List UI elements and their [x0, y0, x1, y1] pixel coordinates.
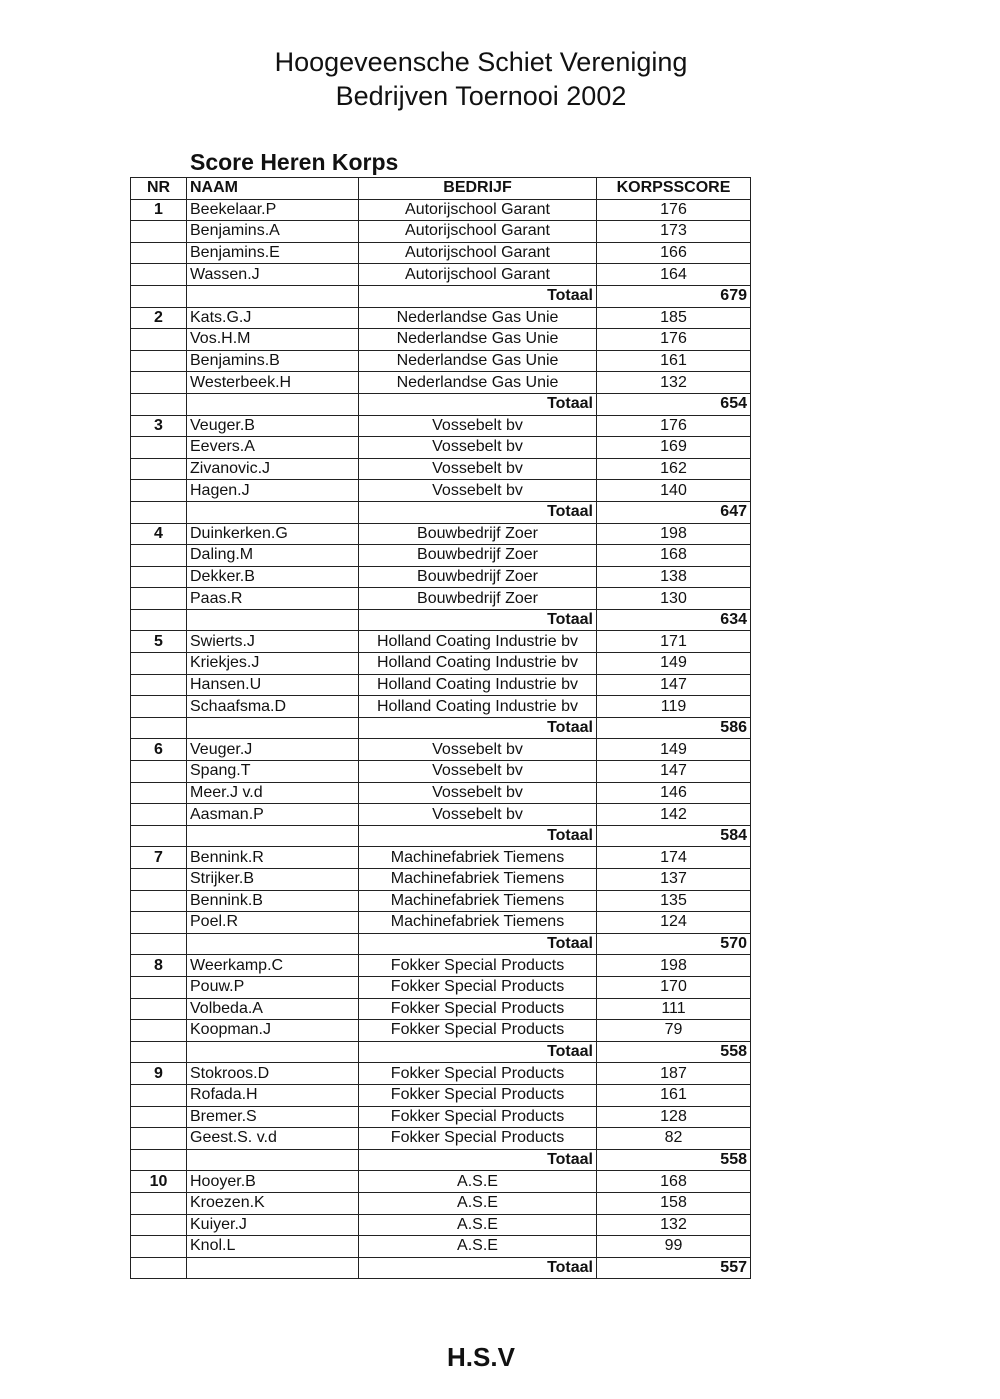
company-name: Autorijschool Garant: [359, 264, 597, 286]
member-score: 130: [597, 588, 751, 610]
company-name: Holland Coating Industrie bv: [359, 653, 597, 675]
company-name: Fokker Special Products: [359, 1063, 597, 1085]
member-name: Veuger.B: [187, 415, 359, 437]
table-row: [131, 1106, 751, 1128]
member-name: Wassen.J: [187, 264, 359, 286]
member-score: 166: [597, 242, 751, 264]
member-score: 198: [597, 523, 751, 545]
total-row: [131, 825, 751, 847]
company-name: Vossebelt bv: [359, 415, 597, 437]
member-score: 135: [597, 890, 751, 912]
total-value: 634: [597, 609, 751, 631]
member-score: 198: [597, 955, 751, 977]
member-score: 174: [597, 847, 751, 869]
total-label: Totaal: [359, 285, 597, 307]
team-number: [131, 1106, 187, 1128]
empty-cell: [187, 825, 359, 847]
company-name: Bouwbedrijf Zoer: [359, 588, 597, 610]
table-row: [131, 545, 751, 567]
empty-cell: [131, 501, 187, 523]
empty-cell: [131, 393, 187, 415]
team-number: [131, 653, 187, 675]
total-label: Totaal: [359, 1041, 597, 1063]
total-row: [131, 933, 751, 955]
member-name: Strijker.B: [187, 869, 359, 891]
team-number: [131, 458, 187, 480]
column-header-bedrijf: BEDRIJF: [359, 178, 597, 200]
table-row: [131, 955, 751, 977]
member-score: 168: [597, 1171, 751, 1193]
member-score: 161: [597, 1084, 751, 1106]
company-name: Nederlandse Gas Unie: [359, 329, 597, 351]
member-score: 128: [597, 1106, 751, 1128]
company-name: Autorijschool Garant: [359, 199, 597, 221]
document-title: Hoogeveensche Schiet Vereniging: [274, 47, 688, 77]
company-name: Bouwbedrijf Zoer: [359, 545, 597, 567]
table-row: [131, 631, 751, 653]
total-label: Totaal: [359, 717, 597, 739]
total-value: 558: [597, 1041, 751, 1063]
team-number: [131, 1214, 187, 1236]
member-score: 138: [597, 566, 751, 588]
member-score: 132: [597, 1214, 751, 1236]
member-score: 147: [597, 674, 751, 696]
member-name: Kroezen.K: [187, 1192, 359, 1214]
member-score: 187: [597, 1063, 751, 1085]
member-score: 162: [597, 458, 751, 480]
empty-cell: [131, 933, 187, 955]
company-name: A.S.E: [359, 1236, 597, 1258]
total-value: 558: [597, 1149, 751, 1171]
total-row: [131, 717, 751, 739]
team-number: [131, 437, 187, 459]
company-name: Machinefabriek Tiemens: [359, 912, 597, 934]
team-number: [131, 372, 187, 394]
empty-cell: [187, 609, 359, 631]
member-score: 119: [597, 696, 751, 718]
table-row: [131, 372, 751, 394]
member-name: Meer.J v.d: [187, 782, 359, 804]
member-score: 142: [597, 804, 751, 826]
total-row: [131, 1149, 751, 1171]
member-score: 158: [597, 1192, 751, 1214]
team-number: [131, 588, 187, 610]
member-name: Benjamins.A: [187, 221, 359, 243]
member-score: 146: [597, 782, 751, 804]
company-name: Fokker Special Products: [359, 1106, 597, 1128]
team-number: [131, 761, 187, 783]
member-name: Eevers.A: [187, 437, 359, 459]
total-value: 557: [597, 1257, 751, 1279]
member-name: Pouw.P: [187, 976, 359, 998]
member-score: 170: [597, 976, 751, 998]
company-name: Fokker Special Products: [359, 1020, 597, 1042]
member-name: Kriekjes.J: [187, 653, 359, 675]
member-name: Aasman.P: [187, 804, 359, 826]
member-name: Vos.H.M: [187, 329, 359, 351]
table-row: [131, 1128, 751, 1150]
company-name: A.S.E: [359, 1214, 597, 1236]
member-score: 171: [597, 631, 751, 653]
team-number: 4: [131, 523, 187, 545]
company-name: Nederlandse Gas Unie: [359, 350, 597, 372]
company-name: Machinefabriek Tiemens: [359, 869, 597, 891]
member-name: Kats.G.J: [187, 307, 359, 329]
table-row: [131, 415, 751, 437]
total-label: Totaal: [359, 1149, 597, 1171]
total-row: [131, 285, 751, 307]
company-name: Fokker Special Products: [359, 998, 597, 1020]
company-name: A.S.E: [359, 1192, 597, 1214]
team-number: [131, 912, 187, 934]
empty-cell: [187, 393, 359, 415]
table-row: [131, 566, 751, 588]
table-row: [131, 890, 751, 912]
table-row: [131, 221, 751, 243]
member-score: 168: [597, 545, 751, 567]
empty-cell: [187, 1257, 359, 1279]
member-name: Hagen.J: [187, 480, 359, 502]
table-row: [131, 242, 751, 264]
table-row: [131, 1236, 751, 1258]
total-value: 584: [597, 825, 751, 847]
table-row: [131, 307, 751, 329]
table-row: [131, 588, 751, 610]
table-row: [131, 739, 751, 761]
team-number: 7: [131, 847, 187, 869]
member-name: Poel.R: [187, 912, 359, 934]
total-row: [131, 501, 751, 523]
table-row: [131, 329, 751, 351]
company-name: Autorijschool Garant: [359, 221, 597, 243]
member-name: Daling.M: [187, 545, 359, 567]
column-header-korpsscore: KORPSSCORE: [597, 178, 751, 200]
empty-cell: [187, 1041, 359, 1063]
table-row: [131, 1020, 751, 1042]
member-score: 164: [597, 264, 751, 286]
team-number: [131, 998, 187, 1020]
member-name: Hooyer.B: [187, 1171, 359, 1193]
company-name: Holland Coating Industrie bv: [359, 674, 597, 696]
table-row: [131, 653, 751, 675]
member-name: Knol.L: [187, 1236, 359, 1258]
member-name: Volbeda.A: [187, 998, 359, 1020]
company-name: A.S.E: [359, 1171, 597, 1193]
team-number: 2: [131, 307, 187, 329]
total-label: Totaal: [359, 501, 597, 523]
team-number: [131, 696, 187, 718]
total-value: 679: [597, 285, 751, 307]
member-score: 111: [597, 998, 751, 1020]
member-score: 149: [597, 653, 751, 675]
total-row: [131, 609, 751, 631]
member-score: 79: [597, 1020, 751, 1042]
table-row: [131, 458, 751, 480]
member-name: Geest.S. v.d: [187, 1128, 359, 1150]
table-header-row: [131, 178, 751, 200]
team-number: 6: [131, 739, 187, 761]
column-header-nr: NR: [131, 178, 187, 200]
table-row: [131, 523, 751, 545]
table-row: [131, 1192, 751, 1214]
total-value: 647: [597, 501, 751, 523]
member-score: 132: [597, 372, 751, 394]
table-row: [131, 869, 751, 891]
company-name: Fokker Special Products: [359, 1128, 597, 1150]
member-name: Paas.R: [187, 588, 359, 610]
company-name: Fokker Special Products: [359, 1084, 597, 1106]
member-name: Zivanovic.J: [187, 458, 359, 480]
empty-cell: [131, 825, 187, 847]
member-score: 176: [597, 199, 751, 221]
team-number: [131, 890, 187, 912]
company-name: Vossebelt bv: [359, 480, 597, 502]
table-row: [131, 976, 751, 998]
table-row: [131, 782, 751, 804]
member-name: Dekker.B: [187, 566, 359, 588]
member-score: 169: [597, 437, 751, 459]
team-number: 3: [131, 415, 187, 437]
team-number: [131, 329, 187, 351]
team-number: 5: [131, 631, 187, 653]
total-label: Totaal: [359, 1257, 597, 1279]
company-name: Vossebelt bv: [359, 458, 597, 480]
score-table: [130, 177, 751, 1279]
member-score: 124: [597, 912, 751, 934]
table-row: [131, 847, 751, 869]
company-name: Bouwbedrijf Zoer: [359, 523, 597, 545]
total-value: 586: [597, 717, 751, 739]
total-label: Totaal: [359, 825, 597, 847]
team-number: [131, 976, 187, 998]
company-name: Nederlandse Gas Unie: [359, 307, 597, 329]
company-name: Holland Coating Industrie bv: [359, 696, 597, 718]
total-row: [131, 1041, 751, 1063]
table-row: [131, 437, 751, 459]
total-row: [131, 393, 751, 415]
team-number: [131, 1084, 187, 1106]
empty-cell: [187, 285, 359, 307]
document-subtitle: Bedrijven Toernooi 2002: [335, 81, 627, 111]
team-number: [131, 674, 187, 696]
member-name: Benjamins.B: [187, 350, 359, 372]
member-score: 173: [597, 221, 751, 243]
member-score: 137: [597, 869, 751, 891]
member-name: Bennink.B: [187, 890, 359, 912]
empty-cell: [187, 717, 359, 739]
company-name: Fokker Special Products: [359, 976, 597, 998]
member-name: Koopman.J: [187, 1020, 359, 1042]
member-name: Beekelaar.P: [187, 199, 359, 221]
member-name: Duinkerken.G: [187, 523, 359, 545]
table-row: [131, 761, 751, 783]
empty-cell: [131, 285, 187, 307]
team-number: 9: [131, 1063, 187, 1085]
empty-cell: [187, 1149, 359, 1171]
member-score: 161: [597, 350, 751, 372]
total-label: Totaal: [359, 933, 597, 955]
team-number: [131, 1128, 187, 1150]
team-number: [131, 1192, 187, 1214]
member-name: Spang.T: [187, 761, 359, 783]
empty-cell: [187, 933, 359, 955]
company-name: Holland Coating Industrie bv: [359, 631, 597, 653]
member-name: Benjamins.E: [187, 242, 359, 264]
total-label: Totaal: [359, 609, 597, 631]
member-name: Kuiyer.J: [187, 1214, 359, 1236]
member-name: Rofada.H: [187, 1084, 359, 1106]
team-number: [131, 1020, 187, 1042]
member-score: 147: [597, 761, 751, 783]
column-header-naam: NAAM: [187, 178, 359, 200]
team-number: [131, 264, 187, 286]
total-value: 654: [597, 393, 751, 415]
member-name: Bennink.R: [187, 847, 359, 869]
member-name: Westerbeek.H: [187, 372, 359, 394]
table-row: [131, 480, 751, 502]
member-name: Weerkamp.C: [187, 955, 359, 977]
table-row: [131, 350, 751, 372]
empty-cell: [131, 1257, 187, 1279]
company-name: Machinefabriek Tiemens: [359, 890, 597, 912]
table-body: [131, 199, 751, 1279]
team-number: [131, 242, 187, 264]
table-row: [131, 1214, 751, 1236]
company-name: Fokker Special Products: [359, 955, 597, 977]
table-row: [131, 1063, 751, 1085]
member-score: 185: [597, 307, 751, 329]
team-number: 1: [131, 199, 187, 221]
team-number: [131, 782, 187, 804]
empty-cell: [131, 717, 187, 739]
member-name: Veuger.J: [187, 739, 359, 761]
member-name: Hansen.U: [187, 674, 359, 696]
table-row: [131, 1084, 751, 1106]
total-row: [131, 1257, 751, 1279]
table-row: [131, 199, 751, 221]
member-score: 82: [597, 1128, 751, 1150]
company-name: Vossebelt bv: [359, 437, 597, 459]
member-name: Swierts.J: [187, 631, 359, 653]
table-row: [131, 1171, 751, 1193]
team-number: [131, 1236, 187, 1258]
table-row: [131, 264, 751, 286]
team-number: [131, 480, 187, 502]
company-name: Nederlandse Gas Unie: [359, 372, 597, 394]
company-name: Autorijschool Garant: [359, 242, 597, 264]
company-name: Vossebelt bv: [359, 782, 597, 804]
company-name: Machinefabriek Tiemens: [359, 847, 597, 869]
member-score: 176: [597, 329, 751, 351]
member-name: Bremer.S: [187, 1106, 359, 1128]
table-row: [131, 696, 751, 718]
footer-text: H.S.V: [447, 1342, 515, 1372]
member-score: 149: [597, 739, 751, 761]
team-number: [131, 545, 187, 567]
company-name: Vossebelt bv: [359, 804, 597, 826]
team-number: [131, 566, 187, 588]
member-name: Stokroos.D: [187, 1063, 359, 1085]
member-score: 176: [597, 415, 751, 437]
empty-cell: [131, 1149, 187, 1171]
team-number: [131, 804, 187, 826]
member-score: 140: [597, 480, 751, 502]
company-name: Vossebelt bv: [359, 761, 597, 783]
empty-cell: [131, 609, 187, 631]
team-number: 10: [131, 1171, 187, 1193]
company-name: Vossebelt bv: [359, 739, 597, 761]
company-name: Bouwbedrijf Zoer: [359, 566, 597, 588]
team-number: [131, 221, 187, 243]
empty-cell: [131, 1041, 187, 1063]
table-row: [131, 912, 751, 934]
total-label: Totaal: [359, 393, 597, 415]
section-heading: Score Heren Korps: [190, 149, 399, 175]
table-row: [131, 998, 751, 1020]
team-number: [131, 350, 187, 372]
team-number: 8: [131, 955, 187, 977]
table-row: [131, 674, 751, 696]
total-value: 570: [597, 933, 751, 955]
member-score: 99: [597, 1236, 751, 1258]
team-number: [131, 869, 187, 891]
empty-cell: [187, 501, 359, 523]
table-row: [131, 804, 751, 826]
member-name: Schaafsma.D: [187, 696, 359, 718]
